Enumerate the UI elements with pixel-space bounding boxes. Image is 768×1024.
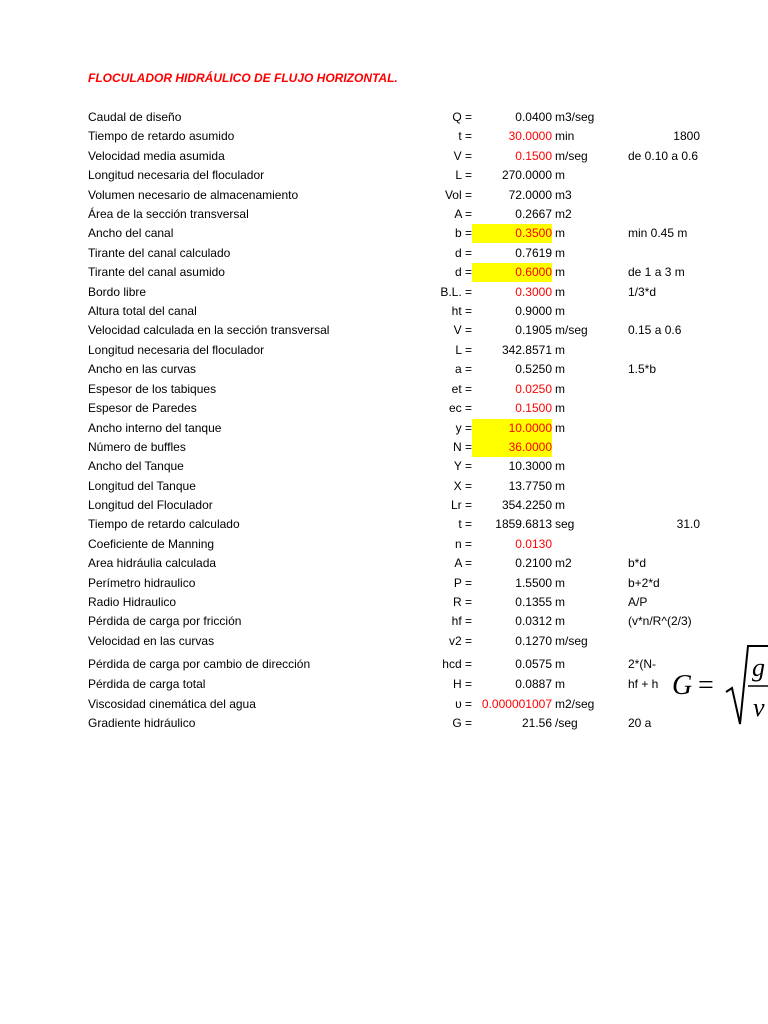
- formula-lhs: G: [672, 670, 693, 701]
- parameter-note: [628, 166, 768, 185]
- parameter-unit: m: [555, 343, 565, 357]
- parameter-unit: m/seg: [555, 149, 588, 163]
- value-cell: [472, 166, 552, 185]
- parameter-value: 36.0000: [508, 440, 552, 454]
- parameter-value: 0.5250: [515, 362, 552, 376]
- table-row: [0, 166, 768, 185]
- parameter-value: 13.7750: [508, 479, 552, 493]
- parameter-symbol: hf =: [451, 614, 472, 628]
- parameter-unit: /seg: [555, 716, 578, 730]
- parameter-note: 2*(N-: [628, 657, 657, 671]
- value-cell: [472, 380, 552, 399]
- parameter-label: Coeficiente de Manning: [88, 537, 215, 551]
- value-cell: [472, 655, 552, 674]
- parameter-symbol: Q =: [452, 110, 472, 124]
- value-cell: [472, 205, 552, 224]
- parameter-label: Viscosidad cinemática del agua: [88, 697, 256, 711]
- parameter-label: Pérdida de carga por fricción: [88, 614, 242, 628]
- parameter-note: [628, 496, 768, 515]
- parameter-label: Longitud del Tanque: [88, 479, 196, 493]
- parameter-note: 1/3*d: [628, 285, 657, 299]
- parameter-symbol: G =: [452, 716, 472, 730]
- parameter-value: 0.2100: [515, 556, 552, 570]
- parameter-label: Espesor de Paredes: [88, 401, 197, 415]
- table-row: [0, 419, 768, 438]
- parameter-value: 21.56: [521, 716, 552, 730]
- table-row: [0, 477, 768, 496]
- table-row: [0, 515, 768, 534]
- parameter-unit: m: [555, 576, 565, 590]
- parameter-symbol: X =: [453, 479, 472, 493]
- parameter-note: [628, 205, 768, 224]
- parameter-unit: m: [555, 285, 565, 299]
- parameter-symbol: ht =: [451, 304, 472, 318]
- parameter-note: [628, 457, 768, 476]
- parameter-symbol: R =: [452, 595, 472, 609]
- value-cell: [472, 302, 552, 321]
- parameter-unit: m: [555, 498, 565, 512]
- input-cell-highlighted: [472, 438, 552, 457]
- parameter-symbol: L =: [455, 168, 472, 182]
- parameter-unit: m: [555, 677, 565, 691]
- table-row: [0, 127, 768, 146]
- input-cell-highlighted: [472, 224, 552, 243]
- parameter-symbol: H =: [452, 677, 472, 691]
- parameter-label: Caudal de diseño: [88, 110, 182, 124]
- parameter-label: Pérdida de carga por cambio de dirección: [88, 657, 311, 671]
- parameter-value: 10.3000: [508, 459, 552, 473]
- table-row: [0, 457, 768, 476]
- parameter-unit: min: [555, 129, 575, 143]
- parameter-note: [628, 380, 768, 399]
- value-cell: [472, 360, 552, 379]
- parameter-symbol: A =: [454, 207, 472, 221]
- parameter-label: Area hidráulia calculada: [88, 556, 217, 570]
- parameter-symbol: Y =: [453, 459, 472, 473]
- parameter-symbol: A =: [454, 556, 472, 570]
- table-row: [0, 302, 768, 321]
- parameter-note: [628, 244, 768, 263]
- parameter-label: Tirante del canal calculado: [88, 246, 231, 260]
- parameter-note: [628, 438, 768, 457]
- parameter-value: 0.0887: [515, 677, 552, 691]
- value-cell: [472, 127, 552, 146]
- parameter-value: 0.0575: [515, 657, 552, 671]
- parameter-label: Radio Hidraulico: [88, 595, 177, 609]
- parameter-value: 0.6000: [515, 265, 552, 279]
- value-cell: [472, 574, 552, 593]
- parameter-label: Longitud del Floculador: [88, 498, 213, 512]
- parameter-note: [628, 341, 768, 360]
- parameter-symbol: ec =: [448, 401, 472, 415]
- parameter-symbol: a =: [454, 362, 472, 376]
- parameter-value: 0.9000: [515, 304, 552, 318]
- parameter-note: 1800: [673, 129, 700, 143]
- parameter-symbol: b =: [454, 226, 472, 240]
- parameter-symbol: P =: [453, 576, 472, 590]
- parameter-unit: [555, 438, 625, 457]
- parameter-label: Ancho interno del tanque: [88, 421, 222, 435]
- parameter-symbol: v2 =: [448, 634, 472, 648]
- parameter-note: (v*n/R^(2/3): [628, 614, 692, 628]
- parameter-label: Velocidad calculada en la sección transversal: [88, 323, 330, 337]
- parameter-value: 354.2250: [501, 498, 552, 512]
- value-cell: [472, 612, 552, 631]
- value-cell: [472, 321, 552, 340]
- sheet-title: FLOCULADOR HIDRÁULICO DE FLUJO HORIZONTAL.: [88, 71, 398, 85]
- value-cell: [472, 457, 552, 476]
- parameter-note: de 1 a 3 m: [628, 265, 685, 279]
- table-row: [0, 554, 768, 573]
- parameter-label: Espesor de los tabiques: [88, 382, 217, 396]
- formula-num: g: [752, 653, 765, 682]
- parameter-unit: m: [555, 168, 565, 182]
- parameter-unit: [555, 535, 625, 554]
- parameter-note: b+2*d: [628, 576, 660, 590]
- parameter-unit: m: [555, 246, 565, 260]
- table-row: [0, 714, 768, 733]
- parameter-label: Bordo libre: [88, 285, 147, 299]
- parameter-unit: m: [555, 421, 565, 435]
- parameter-value: 0.0400: [515, 110, 552, 124]
- parameter-label: Número de buffles: [88, 440, 186, 454]
- parameter-label: Longitud necesaria del floculador: [88, 168, 265, 182]
- value-cell: [472, 535, 552, 554]
- parameter-note: de 0.10 a 0.6: [628, 149, 699, 163]
- parameter-symbol: n =: [454, 537, 472, 551]
- parameter-unit: m3: [555, 188, 572, 202]
- table-row: [0, 263, 768, 282]
- parameter-value: 72.0000: [508, 188, 552, 202]
- parameter-label: Ancho del canal: [88, 226, 174, 240]
- value-cell: [472, 186, 552, 205]
- table-row: [0, 655, 768, 674]
- parameter-value: 0.1500: [515, 401, 552, 415]
- parameter-value: 0.2667: [515, 207, 552, 221]
- value-cell: [472, 283, 552, 302]
- parameter-unit: m: [555, 595, 565, 609]
- parameter-unit: m: [555, 362, 565, 376]
- parameter-unit: m: [555, 304, 565, 318]
- table-row: [0, 108, 768, 127]
- formula-eq: =: [698, 670, 714, 701]
- parameter-unit: seg: [555, 517, 575, 531]
- parameter-note: [628, 535, 768, 554]
- parameter-symbol: hcd =: [442, 657, 472, 671]
- parameter-note: 1.5*b: [628, 362, 657, 376]
- parameter-value: 30.0000: [508, 129, 552, 143]
- parameter-note: 0.15 a 0.6: [628, 323, 682, 337]
- table-row: [0, 695, 768, 714]
- value-cell: [472, 675, 552, 694]
- parameter-symbol: V =: [453, 149, 472, 163]
- parameter-unit: m: [555, 479, 565, 493]
- table-row: [0, 496, 768, 515]
- parameter-note: b*d: [628, 556, 647, 570]
- parameter-unit: m2/seg: [555, 697, 595, 711]
- parameter-unit: m: [555, 459, 565, 473]
- table-row: [0, 612, 768, 631]
- parameter-unit: m2: [555, 207, 572, 221]
- parameter-note: 20 a: [628, 716, 652, 730]
- input-cell-highlighted: [472, 419, 552, 438]
- parameter-value: 0.0312: [515, 614, 552, 628]
- parameter-label: Tiempo de retardo asumido: [88, 129, 235, 143]
- value-cell: [472, 496, 552, 515]
- parameter-unit: m: [555, 226, 565, 240]
- table-row: [0, 283, 768, 302]
- table-row: [0, 224, 768, 243]
- table-row: [0, 244, 768, 263]
- parameter-symbol: y =: [455, 421, 472, 435]
- parameter-symbol: V =: [453, 323, 472, 337]
- parameter-unit: m: [555, 382, 565, 396]
- parameter-value: 342.8571: [501, 343, 552, 357]
- value-cell: [472, 399, 552, 418]
- value-cell: [472, 244, 552, 263]
- parameter-value: 0.000001007: [481, 697, 552, 711]
- parameter-note: [628, 399, 768, 418]
- parameter-label: Gradiente hidráulico: [88, 716, 196, 730]
- parameter-label: Altura total del canal: [88, 304, 197, 318]
- parameter-unit: m: [555, 614, 565, 628]
- parameter-label: Ancho del Tanque: [88, 459, 184, 473]
- parameter-value: 0.1270: [515, 634, 552, 648]
- parameter-note: [628, 108, 768, 127]
- parameter-value: 0.7619: [515, 246, 552, 260]
- parameter-symbol: Vol =: [444, 188, 472, 202]
- parameter-symbol: N =: [452, 440, 472, 454]
- parameter-note: A/P: [628, 595, 648, 609]
- parameter-value: 10.0000: [508, 421, 552, 435]
- table-row: [0, 593, 768, 612]
- parameter-value: 0.1355: [515, 595, 552, 609]
- parameter-label: Volumen necesario de almacenamiento: [88, 188, 299, 202]
- parameter-symbol: t =: [458, 517, 472, 531]
- table-row: [0, 186, 768, 205]
- value-cell: [472, 147, 552, 166]
- parameter-label: Velocidad en las curvas: [88, 634, 215, 648]
- value-cell: [472, 108, 552, 127]
- parameter-label: Pérdida de carga total: [88, 677, 206, 691]
- table-row: [0, 147, 768, 166]
- input-cell-highlighted: [472, 263, 552, 282]
- parameter-unit: m: [555, 657, 565, 671]
- value-cell: [472, 695, 552, 714]
- table-row: [0, 360, 768, 379]
- parameter-symbol: L =: [455, 343, 472, 357]
- parameter-symbol: t =: [458, 129, 472, 143]
- parameter-value: 1859.6813: [495, 517, 552, 531]
- table-row: [0, 321, 768, 340]
- parameter-label: Ancho en las curvas: [88, 362, 197, 376]
- formula-den: ν: [753, 693, 765, 722]
- parameter-value: 270.0000: [501, 168, 552, 182]
- parameter-symbol: d =: [454, 265, 472, 279]
- parameter-symbol: d =: [454, 246, 472, 260]
- parameter-note: [628, 477, 768, 496]
- table-row: [0, 438, 768, 457]
- value-cell: [472, 714, 552, 733]
- parameter-note: [628, 302, 768, 321]
- parameter-symbol: υ =: [455, 697, 472, 711]
- parameter-note: min 0.45 m: [628, 226, 688, 240]
- value-cell: [472, 515, 552, 534]
- parameter-note: 31.0: [676, 517, 700, 531]
- parameter-value: 0.1905: [515, 323, 552, 337]
- parameter-label: Tirante del canal asumido: [88, 265, 225, 279]
- parameter-symbol: Lr =: [450, 498, 472, 512]
- table-row: [0, 380, 768, 399]
- parameter-label: Velocidad media asumida: [88, 149, 225, 163]
- parameter-note: hf + h: [628, 677, 659, 691]
- gradient-formula-image: [668, 640, 768, 730]
- parameter-label: Perímetro hidraulico: [88, 576, 196, 590]
- parameter-unit: m: [555, 265, 565, 279]
- parameter-note: [628, 186, 768, 205]
- value-cell: [472, 477, 552, 496]
- parameter-unit: m2: [555, 556, 572, 570]
- parameter-value: 0.0250: [515, 382, 552, 396]
- parameter-value: 0.3500: [515, 226, 552, 240]
- table-row: [0, 535, 768, 554]
- parameter-unit: m: [555, 401, 565, 415]
- parameter-label: Tiempo de retardo calculado: [88, 517, 240, 531]
- parameter-note: [628, 419, 768, 438]
- parameter-unit: m/seg: [555, 634, 588, 648]
- parameter-value: 0.1500: [515, 149, 552, 163]
- parameter-unit: m/seg: [555, 323, 588, 337]
- table-row: [0, 341, 768, 360]
- parameter-symbol: et =: [451, 382, 472, 396]
- table-row: [0, 205, 768, 224]
- parameter-value: 0.0130: [515, 537, 552, 551]
- table-row: [0, 574, 768, 593]
- parameter-label: Área de la sección transversal: [88, 207, 249, 221]
- value-cell: [472, 554, 552, 573]
- parameter-unit: m3/seg: [555, 110, 595, 124]
- table-row: [0, 675, 768, 694]
- value-cell: [472, 593, 552, 612]
- table-row: [0, 399, 768, 418]
- value-cell: [472, 632, 552, 651]
- parameter-value: 0.3000: [515, 285, 552, 299]
- parameter-value: 1.5500: [515, 576, 552, 590]
- table-row: [0, 632, 768, 651]
- parameter-label: Longitud necesaria del floculador: [88, 343, 265, 357]
- value-cell: [472, 341, 552, 360]
- parameter-symbol: B.L. =: [440, 285, 472, 299]
